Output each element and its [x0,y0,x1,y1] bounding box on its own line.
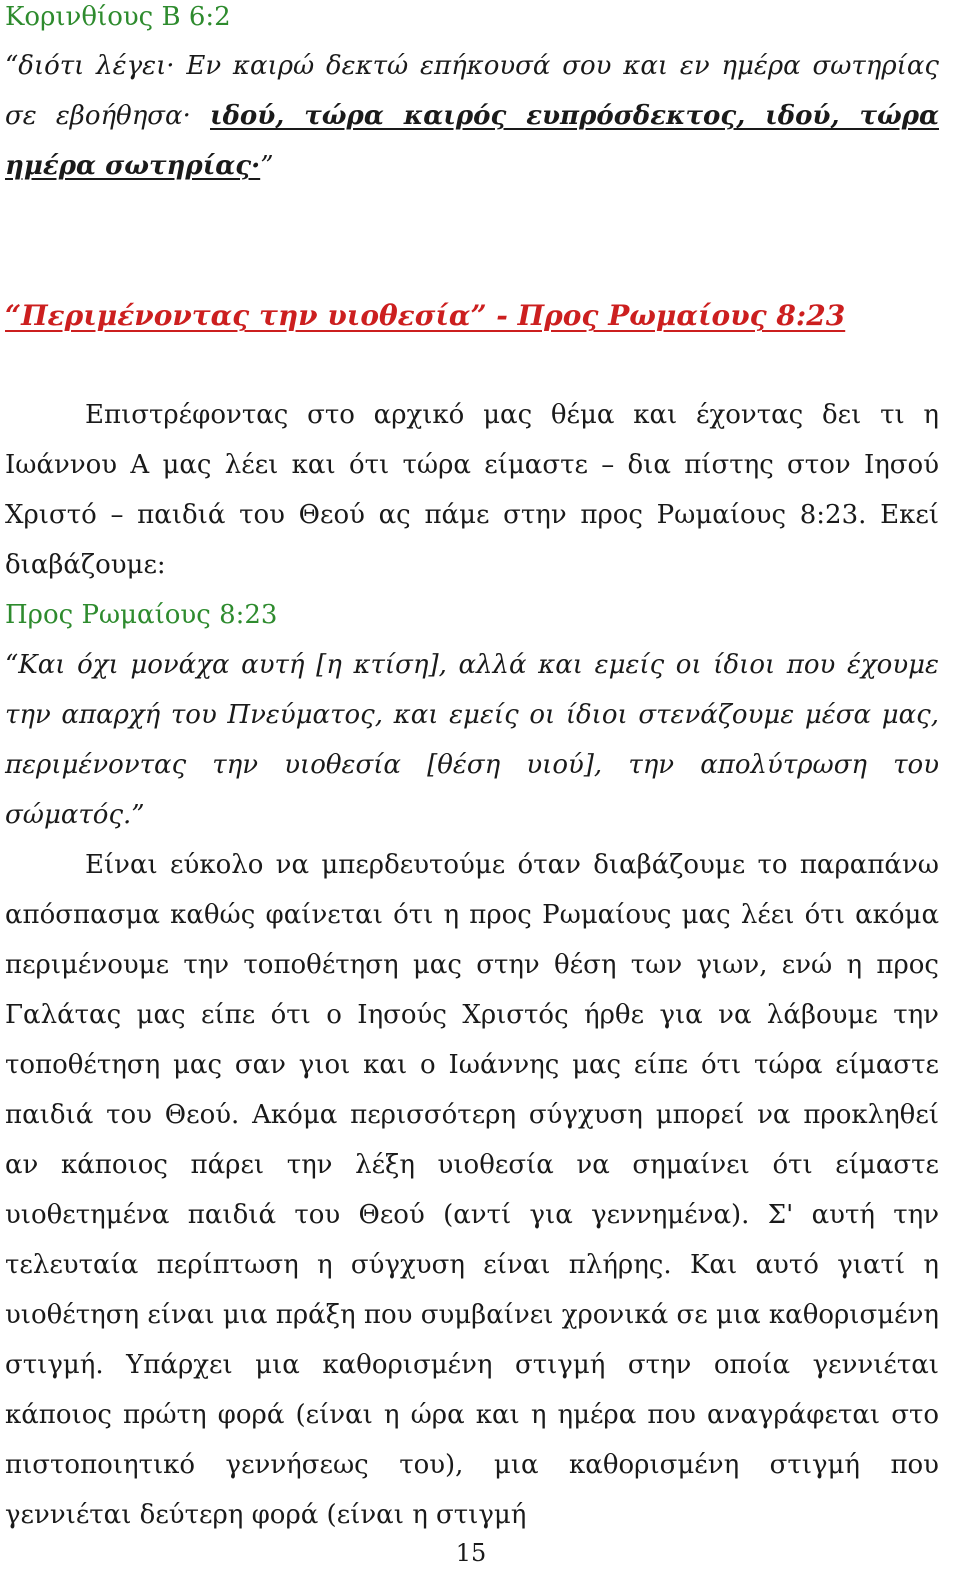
intro-paragraph: Επιστρέφοντας στο αρχικό μας θέμα και έχοντας δει τι η Ιωάννου Α μας λέει και ότι τώρα είμαστε – δια πίστης στον Ιησού Χριστό – παιδιά του Θεού ας πάμε στην προς Ρωμαίους 8:23. Εκεί διαβάζουμε: [5,400,939,580]
verse-reference-romans: Προς Ρωμαίους 8:23 [5,600,278,630]
body-paragraph: Είναι εύκολο να μπερδευτούμε όταν διαβάζουμε το παραπάνω απόσπασμα καθώς φαίνεται ότι η προς Ρωμαίους μας λέει ότι ακόμα περιμένουμε την τοποθέτηση μας στην θέση των γιων, ενώ η προς Γαλάτας μας είπε ότι ο Ιησούς Χριστός ήρθε για να λάβουμε την τοποθέτηση μας σαν γιοι και ο Ιωάννης μας είπε ότι τώρα είμαστε παιδιά του Θεού. Ακόμα περισσότερη σύγχυση μπορεί να προκληθεί αν κάποιος πάρει την λέξη υιοθεσία να σημαίνει ότι είμαστε υιοθετημένα παιδιά του Θεού (αντί για γεννημένα). Σ' αυτή την τελευταία περίπτωση η σύγχυση είναι πλήρης. Και αυτό γιατί η υιοθέτηση είναι μια πράξη που συμβαίνει χρονικά σε μια καθορισμένη στιγμή. Υπάρχει μια καθορισμένη στιγμή στην οποία γεννιέται κάποιος πρώτη φορά (είναι η ώρα και η ημέρα που αναγράφεται στο πιστοποιητικό γεννήσεως του), μια καθορισμένη στιγμή που γεννιέται δεύτερη φορά (είναι η στιγμή [5,850,939,1530]
page-number: 15 [455,1539,487,1567]
verse-quote-start: “διότι λέγει· Εν καιρώ δεκτώ επήκουσά σου και εν ημέρα σωτηρίας σε εβοήθησα· [5,51,939,131]
verse-reference-corinthians: Κορινθίους Β 6:2 [5,2,231,32]
verse-quote-corinthians [5,41,939,191]
section-heading: “Περιμένοντας την υιοθεσία” - Προς Ρωμαίους 8:23 [5,299,846,332]
verse-quote-romans: “Και όχι μονάχα αυτή [η κτίση], αλλά και εμείς οι ίδιοι που έχουμε την απαρχή του Πνεύματος, και εμείς οι ίδιοι στενάζουμε μέσα μας, περιμένοντας την υιοθεσία [θέση υιού], την απολύτρωση του σώματός.” [5,650,939,830]
verse-quote-emphasis: ιδού, τώρα καιρός ευπρόσδεκτος, ιδού, τώρα ημέρα σωτηρίας· [5,101,939,181]
verse-quote-end: ” [260,151,274,181]
